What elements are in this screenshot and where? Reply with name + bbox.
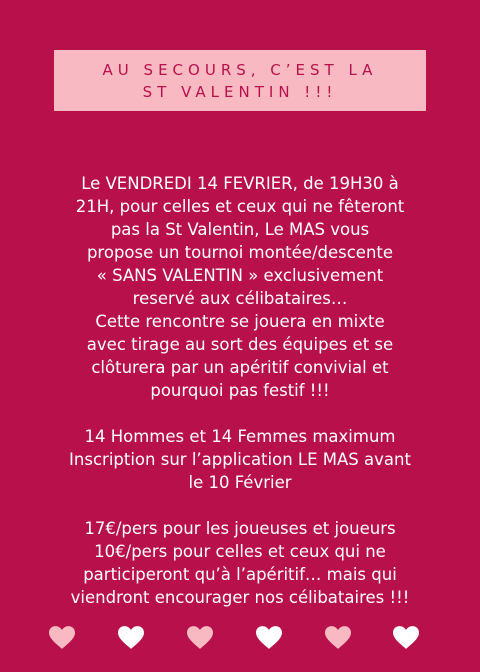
text-line: reservé aux célibataires… [132, 289, 348, 308]
text-line: viendront encourager nos célibataires !!! [70, 588, 410, 607]
heart-icon [187, 626, 213, 650]
heart-icon [256, 626, 282, 650]
title-banner [54, 50, 426, 111]
text-line: 14 Hommes et 14 Femmes maximum [84, 427, 396, 446]
heart-row [0, 626, 480, 652]
registration-info [20, 425, 460, 494]
heart-icon [325, 626, 351, 650]
heart-icon [393, 626, 419, 650]
text-line: 21H, pour celles et ceux qui ne fêteront [75, 197, 405, 216]
text-line: Le VENDREDI 14 FEVRIER, de 19H30 à [81, 174, 399, 193]
text-line: 17€/pers pour les joueuses et joueurs [84, 519, 396, 538]
announcement-body [20, 172, 460, 609]
text-line: pourquoi pas festif !!! [150, 381, 330, 400]
text-line: avec tirage au sort des équipes et se [86, 335, 394, 354]
title-line-1: AU SECOURS, C’EST LA [102, 60, 378, 79]
text-line: clôturera par un apéritif convivial et [91, 358, 389, 377]
text-line: le 10 Février [188, 473, 292, 492]
text-line: Cette rencontre se jouera en mixte [95, 312, 385, 331]
text-line: pas la St Valentin, Le MAS vous [110, 220, 370, 239]
text-line: participeront qu’à l’apéritif… mais qui [83, 565, 397, 584]
text-line: Inscription sur l’application LE MAS avant [69, 450, 411, 469]
text-line: « SANS VALENTIN » exclusivement [96, 266, 384, 285]
text-line: propose un tournoi montée/descente [86, 243, 394, 262]
pricing-info [20, 517, 460, 609]
text-line: 10€/pers pour celles et ceux qui ne [94, 542, 386, 561]
heart-icon [118, 626, 144, 650]
event-description [20, 172, 460, 402]
title-line-2: ST VALENTIN !!! [142, 82, 338, 101]
heart-icon [49, 626, 75, 650]
